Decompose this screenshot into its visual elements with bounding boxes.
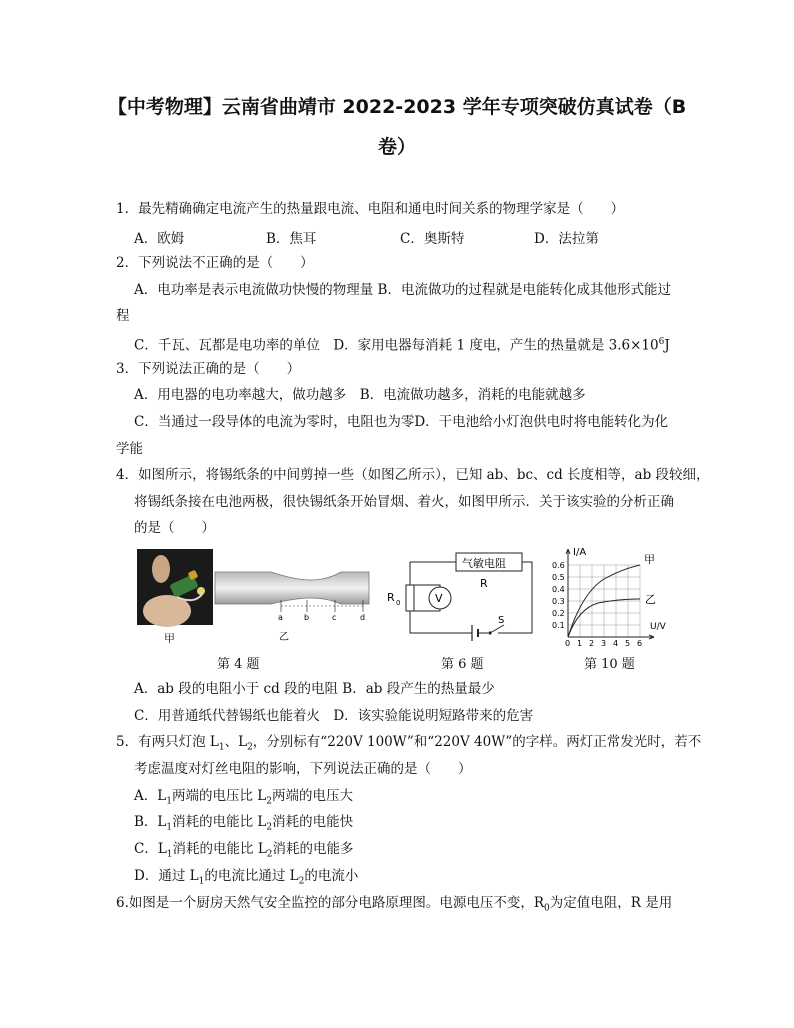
q1-option-c: C．奥斯特 xyxy=(400,231,465,247)
figure-4-label-yi: 乙 xyxy=(279,632,289,643)
q6-stem-post: 为定值电阻，R 是用 xyxy=(549,895,673,911)
circuit-r0-subscript: 0 xyxy=(396,599,401,607)
q2-options-cd-text: C．千瓦、瓦都是电功率的单位 D．家用电器每消耗 1 度电，产生的热量就是 3.6×10 xyxy=(134,337,659,354)
graph-x-tick-6: 6 xyxy=(637,639,643,648)
question-5-stem-line2: 考虑温度对灯丝电阻的影响，下列说法正确的是（ ） xyxy=(134,761,472,777)
question-4-stem-line3: 的是（ ） xyxy=(134,520,215,536)
q5-option-c-mid: 消耗的电能比 L xyxy=(172,841,267,857)
q5-option-c-post: 消耗的电能多 xyxy=(272,841,354,857)
graph-y-tick-0.4: 0.4 xyxy=(552,585,565,594)
q5-option-d-mid: 的电流比通过 L xyxy=(204,868,299,884)
document-title-line1: 【中考物理】云南省曲靖市 2022-2023 学年专项突破仿真试卷（B xyxy=(107,96,687,118)
question-4-stem-line2: 将锡纸条接在电池两极，很快锡纸条开始冒烟、着火，如图甲所示．关于该实验的分析正确 xyxy=(134,494,674,510)
graph-x-tick-0: 0 xyxy=(565,639,571,648)
q5-option-a-post: 两端的电压大 xyxy=(271,788,353,804)
q5-option-b-pre: B．L xyxy=(134,814,167,830)
q5-option-a-mid: 两端的电压比 L xyxy=(171,788,267,804)
question-5-stem-line1 xyxy=(116,733,701,757)
q6-stem-pre: 6.如图是一个厨房天然气安全监控的部分电路原理图。电源电压不变，R xyxy=(116,895,545,911)
figure-6-caption: 第 6 题 xyxy=(441,657,484,672)
q5-stem-mid: 、L xyxy=(224,734,248,750)
figure-10-graph xyxy=(548,545,664,649)
q5-option-c-sub2: 2 xyxy=(266,849,273,860)
q1-option-a: A．欧姆 xyxy=(134,231,185,247)
q5-option-a-sub1: 1 xyxy=(166,796,172,807)
circuit-voltmeter-label: V xyxy=(435,592,443,605)
graph-x-tick-5: 5 xyxy=(625,639,631,648)
q5-option-a xyxy=(134,787,353,811)
figure-4-label-jia: 甲 xyxy=(164,632,175,645)
q5-option-b-post: 消耗的电能快 xyxy=(272,814,354,830)
graph-y-tick-0.5: 0.5 xyxy=(552,573,565,582)
q5-stem-sub2: 2 xyxy=(247,742,253,753)
figure-4-strip xyxy=(213,560,373,644)
question-1-stem: 1．最先精确确定电流产生的热量跟电流、电阻和通电时间关系的物理学家是（ ） xyxy=(116,201,625,217)
circuit-r0-label: R xyxy=(387,591,395,604)
circuit-r-label: R xyxy=(480,577,488,590)
q6-stem-sub: 0 xyxy=(544,903,550,914)
strip-point-c: c xyxy=(332,613,337,622)
q1-option-b: B．焦耳 xyxy=(266,231,317,247)
figure-4-photo xyxy=(137,549,213,625)
q5-option-a-sub2: 2 xyxy=(266,796,272,807)
q2-unit: J xyxy=(664,337,670,354)
q5-stem-pre: 5．有两只灯泡 L xyxy=(116,734,219,750)
graph-y-tick-0.6: 0.6 xyxy=(552,561,565,570)
question-3-stem: 3．下列说法正确的是（ ） xyxy=(116,361,301,377)
q3-options-cd-continued: 学能 xyxy=(116,441,143,457)
graph-x-tick-1: 1 xyxy=(577,639,583,648)
q5-option-c xyxy=(134,840,354,864)
strip-point-a: a xyxy=(278,613,283,622)
document-title-line2: 卷） xyxy=(377,136,416,158)
graph-y-tick-0.2: 0.2 xyxy=(552,609,565,618)
q5-option-b xyxy=(134,813,353,837)
figure-6-circuit xyxy=(380,549,540,645)
q5-option-d-pre: D．通过 L xyxy=(134,868,199,884)
q5-stem-post: ，分别标有“220V 100W”和“220V 40W”的字样。两灯正常发光时，若不 xyxy=(252,734,702,750)
q5-option-d-sub2: 2 xyxy=(298,876,305,887)
figure-10-caption: 第 10 题 xyxy=(584,657,635,672)
graph-series-yi: 乙 xyxy=(645,593,656,606)
q2-options-ab-continued: 程 xyxy=(116,308,130,324)
question-6-stem xyxy=(116,894,672,918)
graph-x-axis-label: U/V xyxy=(650,622,666,632)
q5-option-b-mid: 消耗的电能比 L xyxy=(172,814,267,830)
q4-options-ab: A．ab 段的电阻小于 cd 段的电阻 B．ab 段产生的热量最少 xyxy=(134,681,495,697)
q2-exponent: 6 xyxy=(658,337,665,347)
graph-y-axis-label: I/A xyxy=(573,547,587,558)
q2-options-ab: A．电功率是表示电流做功快慢的物理量 B．电流做功的过程就是电能转化成其他形式能过 xyxy=(134,282,671,298)
graph-series-jia: 甲 xyxy=(644,553,655,566)
graph-x-tick-3: 3 xyxy=(601,639,607,648)
circuit-switch-label: S xyxy=(498,615,505,626)
question-2-stem: 2．下列说法不正确的是（ ） xyxy=(116,255,314,271)
q4-options-cd: C．用普通纸代替锡纸也能着火 D．该实验能说明短路带来的危害 xyxy=(134,708,534,724)
q5-option-d-sub1: 1 xyxy=(198,876,205,887)
q5-option-d xyxy=(134,867,358,891)
circuit-sensor-label: 气敏电阻 xyxy=(462,557,506,570)
q3-options-ab: A．用电器的电功率越大，做功越多 B．电流做功越多，消耗的电能就越多 xyxy=(134,387,586,403)
q3-options-cd: C．当通过一段导体的电流为零时，电阻也为零D．干电池给小灯泡供电时将电能转化为化 xyxy=(134,414,669,430)
graph-y-tick-0.1: 0.1 xyxy=(552,621,565,630)
strip-point-b: b xyxy=(304,613,310,622)
graph-x-tick-2: 2 xyxy=(589,639,595,648)
q1-option-d: D．法拉第 xyxy=(534,231,599,247)
q5-stem-sub1: 1 xyxy=(218,742,225,753)
q5-option-c-sub1: 1 xyxy=(166,849,173,860)
q5-option-c-pre: C．L xyxy=(134,841,167,857)
q5-option-a-pre: A．L xyxy=(134,788,167,804)
q5-option-d-post: 的电流小 xyxy=(304,868,359,884)
q5-option-b-sub1: 1 xyxy=(166,822,173,833)
graph-y-tick-0.3: 0.3 xyxy=(552,597,565,606)
figure-4-caption: 第 4 题 xyxy=(217,657,260,672)
q2-options-cd xyxy=(134,333,670,355)
graph-x-tick-4: 4 xyxy=(613,639,619,648)
question-4-stem-line1: 4．如图所示，将锡纸条的中间剪掉一些（如图乙所示），已知 ab、bc、cd 长度相等，ab 段较细， xyxy=(116,467,710,483)
q5-option-b-sub2: 2 xyxy=(266,822,273,833)
strip-point-d: d xyxy=(360,613,366,622)
